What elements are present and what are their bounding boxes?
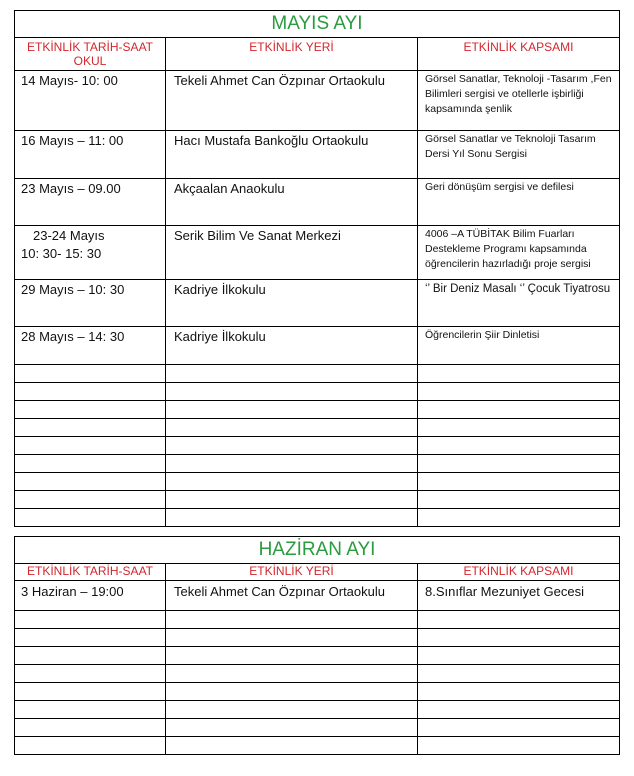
june-title: HAZİRAN AYI [15, 537, 620, 564]
empty-row [15, 401, 620, 419]
table-row [15, 131, 620, 179]
empty-row [15, 491, 620, 509]
event-scope: Geri dönüşüm sergisi ve defilesi [418, 179, 620, 226]
may-title: MAYIS AYI [15, 11, 620, 38]
table-row [15, 179, 620, 226]
event-date: 28 Mayıs – 14: 30 [15, 327, 166, 365]
event-place: Serik Bilim Ve Sanat Merkezi [166, 226, 418, 280]
table-row [15, 581, 620, 611]
empty-row [15, 683, 620, 701]
event-date-line1: 23-24 Mayıs [33, 228, 105, 243]
event-scope: Öğrencilerin Şiir Dinletisi [418, 327, 620, 365]
empty-row [15, 365, 620, 383]
empty-row [15, 419, 620, 437]
header-date: ETKİNLİK TARİH-SAAT [15, 564, 166, 581]
june-events-table [14, 536, 620, 755]
table-row [15, 226, 620, 280]
empty-row [15, 701, 620, 719]
empty-row [15, 383, 620, 401]
table-row [15, 71, 620, 131]
empty-row [15, 473, 620, 491]
event-place: Tekeli Ahmet Can Özpınar Ortaokulu [166, 581, 418, 611]
event-date: 29 Mayıs – 10: 30 [15, 280, 166, 327]
event-place: Kadriye İlkokulu [166, 327, 418, 365]
event-scope: 4006 –A TÜBİTAK Bilim Fuarları Destekleme Programı kapsamında öğrencilerin hazırladığı proje sergisi [418, 226, 620, 280]
empty-row [15, 629, 620, 647]
empty-row [15, 737, 620, 755]
header-scope: ETKİNLİK KAPSAMI [418, 38, 620, 71]
event-date: 14 Mayıs- 10: 00 [15, 71, 166, 131]
empty-row [15, 509, 620, 527]
may-header-row [15, 38, 620, 71]
event-place: Kadriye İlkokulu [166, 280, 418, 327]
empty-row [15, 437, 620, 455]
event-date-line2: 10: 30- 15: 30 [21, 246, 102, 261]
empty-row [15, 455, 620, 473]
event-scope: Görsel Sanatlar, Teknoloji -Tasarım ,Fen Bilimleri sergisi ve otellerle işbirliği kapsamında şenlik [418, 71, 620, 131]
event-date [15, 226, 166, 280]
table-row [15, 327, 620, 365]
event-place: Tekeli Ahmet Can Özpınar Ortaokulu [166, 71, 418, 131]
event-place: Hacı Mustafa Bankoğlu Ortaokulu [166, 131, 418, 179]
empty-row [15, 665, 620, 683]
event-scope: Görsel Sanatlar ve Teknoloji Tasarım Dersi Yıl Sonu Sergisi [418, 131, 620, 179]
table-row [15, 280, 620, 327]
header-place: ETKİNLİK YERİ [166, 38, 418, 71]
header-date: ETKİNLİK TARİH-SAAT OKUL [15, 38, 166, 71]
event-place: Akçaalan Anaokulu [166, 179, 418, 226]
empty-row [15, 611, 620, 629]
empty-row [15, 647, 620, 665]
event-scope: ‘’ Bir Deniz Masalı ‘’ Çocuk Tiyatrosu [418, 280, 620, 327]
event-date: 16 Mayıs – 11: 00 [15, 131, 166, 179]
event-date: 23 Mayıs – 09.00 [15, 179, 166, 226]
header-place: ETKİNLİK YERİ [166, 564, 418, 581]
may-events-table [14, 10, 620, 527]
event-date: 3 Haziran – 19:00 [15, 581, 166, 611]
event-scope: 8.Sınıflar Mezuniyet Gecesi [418, 581, 620, 611]
june-header-row [15, 564, 620, 581]
header-scope: ETKİNLİK KAPSAMI [418, 564, 620, 581]
empty-row [15, 719, 620, 737]
